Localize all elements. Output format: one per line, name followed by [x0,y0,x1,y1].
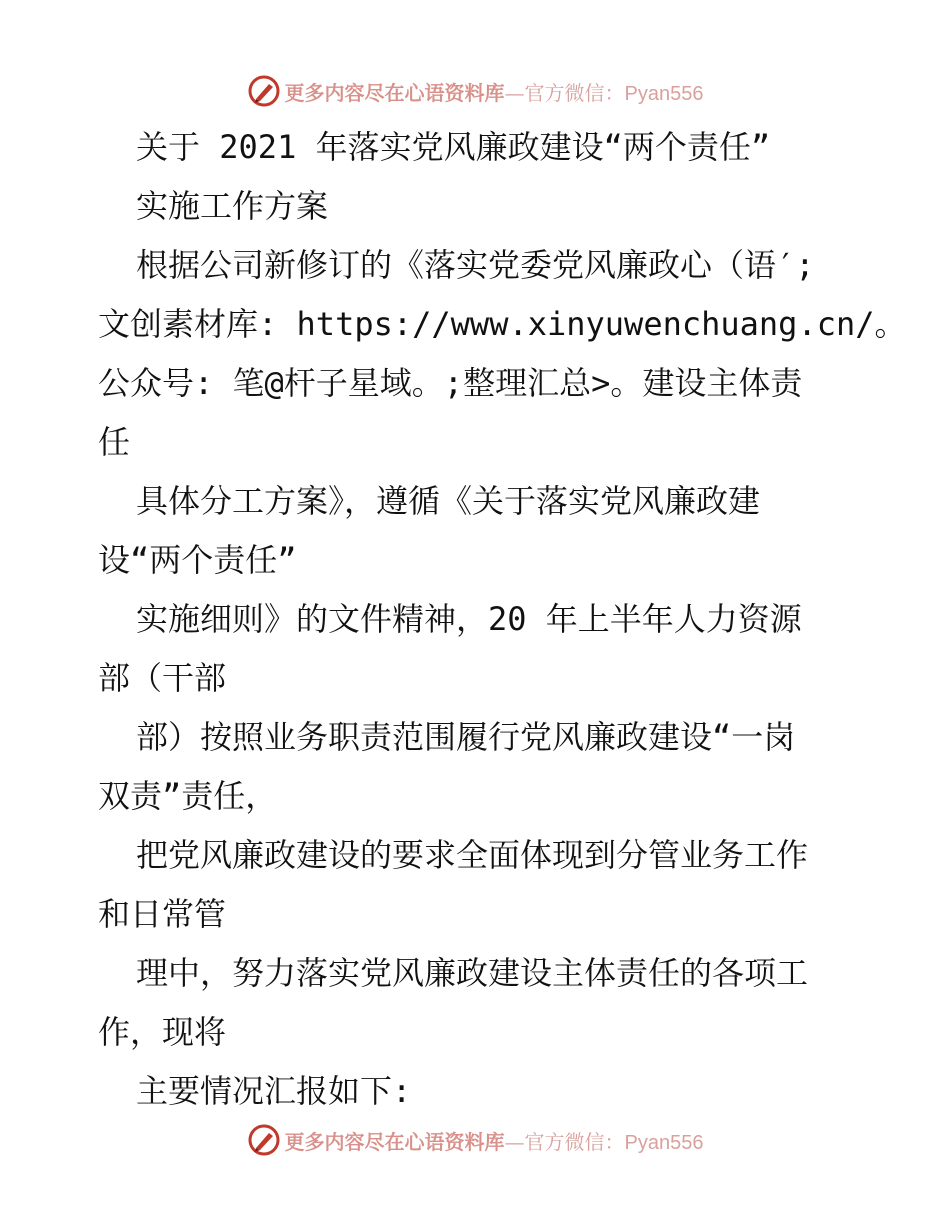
doc-line: 实施细则》的文件精神，20 年上半年人力资源 [136,600,802,638]
footer-banner [0,1120,950,1160]
doc-line: 双责”责任， [98,777,278,815]
doc-line: 公众号: 笔@杆子星域。;整理汇总>。建设主体责 [98,364,803,402]
pen-logo-icon [247,74,281,108]
doc-line: 文创素材库: https://www.xinyuwenchuang.cn/。 [98,305,907,343]
header-banner-text [285,77,704,106]
doc-line: 设“两个责任” [98,541,297,579]
document-body [98,118,907,1121]
header-banner [0,71,950,111]
doc-line: 把党风廉政建设的要求全面体现到分管业务工作 [136,836,809,874]
header-wechat-id: Pyan556 [624,82,704,105]
doc-line: 根据公司新修订的《落实党委党风廉政心（语′; [136,246,815,284]
doc-line: 理中，努力落实党风廉政建设主体责任的各项工 [136,954,809,992]
footer-separator: — [504,1129,525,1154]
pen-logo-icon [247,1123,281,1157]
doc-line: 实施工作方案 [136,187,329,225]
doc-line: 作，现将 [98,1013,227,1051]
doc-line: 部）按照业务职责范围履行党风廉政建设“一岗 [136,718,796,756]
doc-line: 和日常管 [98,895,227,933]
header-wechat-label: 官方微信： [524,80,625,105]
header-separator: — [504,80,525,105]
doc-line: 关于 2021 年落实党风廉政建设“两个责任” [136,128,771,166]
footer-banner-text [285,1126,704,1155]
footer-wechat-label: 官方微信： [524,1129,625,1154]
header-brand: 更多内容尽在心语资料库 [284,80,505,105]
doc-line: 部（干部 [98,659,227,697]
doc-line: 主要情况汇报如下: [136,1072,412,1110]
footer-brand: 更多内容尽在心语资料库 [284,1129,505,1154]
footer-wechat-id: Pyan556 [624,1131,704,1154]
doc-line: 任 [98,423,131,461]
doc-line: 具体分工方案》，遵循《关于落实党风廉政建 [136,482,761,520]
